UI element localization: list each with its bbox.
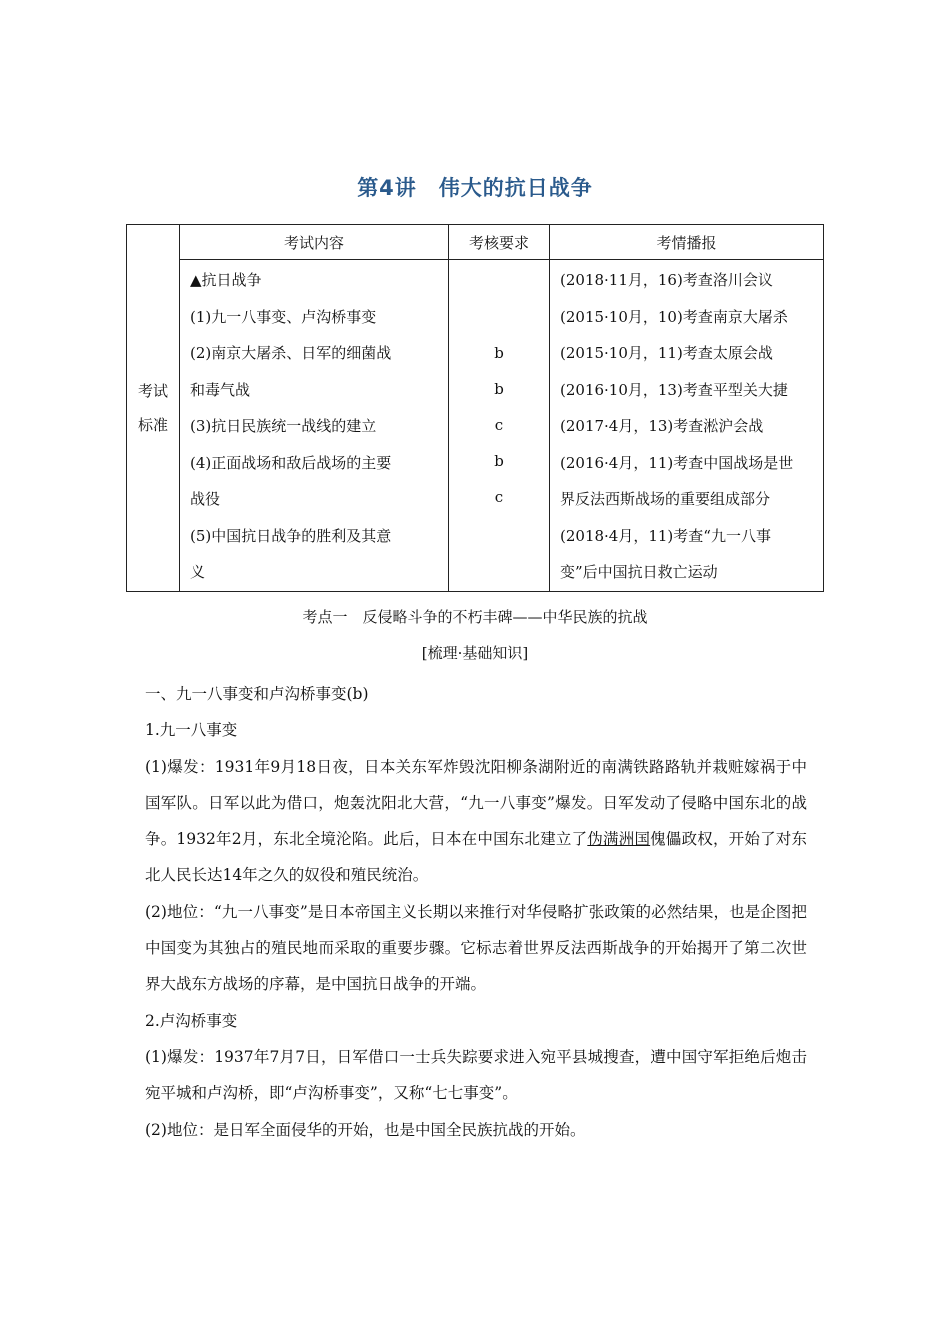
requirement-level: c: [494, 416, 504, 435]
paragraph: (2)地位：“九一八事变”是日本帝国主义长期以来推行对华侵略扩张政策的必然结果，也是企图把中国变为其独占的殖民地而采取的重要步骤。它标志着世界反法西斯战争的开始揭开了第二次世界大战东方战场的序幕，是中国抗日战争的开端。: [145, 902, 807, 994]
content-line: (4)正面战场和敌后战场的主要: [190, 453, 392, 472]
news-line: (2016·10月，13)考查平型关大捷: [560, 380, 788, 399]
page-title: 第4讲 伟大的抗日战争: [357, 176, 593, 200]
paragraph: [145, 749, 807, 894]
header-requirement: 考核要求: [449, 225, 550, 260]
content-line: (3)抗日民族统一战线的建立: [190, 417, 377, 435]
paragraph-text: 傀儡政权，开始了对东北人民长达14年之久的奴役和殖民统治。: [145, 830, 807, 885]
section-heading: 一、九一八事变和卢沟桥事变(b): [145, 685, 369, 703]
header-exam-news: 考情播报: [550, 225, 824, 260]
news-line: (2017·4月，13)考查淞沪会战: [560, 417, 764, 435]
paragraph: (1)爆发：1937年7月7日，日军借口一士兵失踪要求进入宛平县城搜查，遭中国守军拒绝后炮击宛平城和卢沟桥，即“卢沟桥事变”，又称“七七事变”。: [145, 1047, 807, 1103]
requirement-level: b: [494, 380, 504, 399]
exam-standards-table: [126, 224, 824, 592]
requirement-cell: [449, 260, 550, 592]
content-line: (1)九一八事变、卢沟桥事变: [190, 307, 377, 326]
news-line: 界反法西斯战场的重要组成部分: [560, 490, 771, 508]
news-line: (2018·4月，11)考查“九一八事: [560, 526, 771, 545]
content-line: (2)南京大屠杀、日军的细菌战: [190, 344, 392, 362]
content-line: 战役: [190, 490, 221, 508]
news-line: (2018·11月，16)考查洛川会议: [560, 271, 773, 289]
paragraph-text: (1)爆发：1931年9月18日夜，日本关东军炸毁沈阳柳条湖附近的南满铁路路轨并栽赃嫁祸于中国军队。日军以此为借口，炮轰沈阳北大营，“九一八事变”爆发。日军发动了侵略中国东北的战争。1932年2月，东北全境沦陷。此后，日本在中国东北建立了: [145, 757, 807, 849]
exam-news-cell: [550, 260, 824, 592]
requirement-level: c: [494, 488, 504, 507]
content-line: (5)中国抗日战争的胜利及其意: [190, 526, 392, 545]
content-line: 义: [190, 563, 206, 581]
header-exam-content: 考试内容: [180, 225, 449, 260]
news-line: (2015·10月，11)考查太原会战: [560, 344, 773, 362]
table-header-row: [127, 225, 824, 260]
requirement-level: b: [494, 344, 504, 363]
side-label-line: 考试: [137, 381, 168, 400]
requirement-level: b: [494, 452, 504, 471]
side-label-line: 标准: [137, 415, 168, 434]
news-line: 变”后中国抗日救亡运动: [560, 563, 718, 581]
side-label: [127, 225, 180, 592]
table-body-row: [127, 260, 824, 592]
item-heading: 1.九一八事变: [145, 721, 238, 740]
content-line: ▲抗日战争: [190, 271, 262, 289]
shuli-subheading: [梳理·基础知识]: [421, 644, 529, 662]
news-line: (2015·10月，10)考查南京大屠杀: [560, 307, 788, 326]
paragraph: (2)地位：是日军全面侵华的开始，也是中国全民族抗战的开始。: [145, 1120, 586, 1139]
kaodian-heading: 考点一 反侵略斗争的不朽丰碑——中华民族的抗战: [302, 608, 648, 626]
item-heading: 2.卢沟桥事变: [145, 1011, 238, 1030]
underlined-term: 伪满洲国: [587, 830, 651, 849]
body-text: [145, 676, 807, 1148]
exam-content-cell: [180, 260, 449, 592]
news-line: (2016·4月，11)考查中国战场是世: [560, 453, 794, 472]
content-line: 和毒气战: [190, 380, 251, 399]
